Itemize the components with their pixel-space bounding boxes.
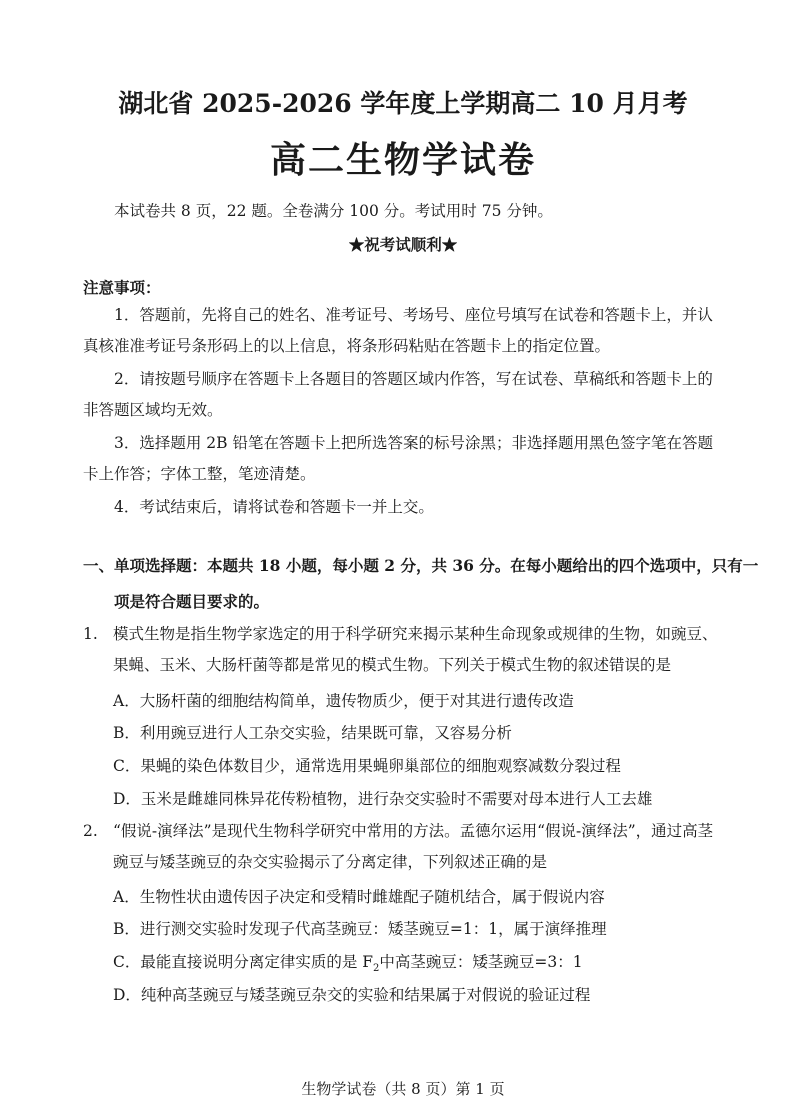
question-1-option-b: B．利用豌豆进行人工杂交实验，结果既可靠，又容易分析 [113, 724, 512, 742]
option-c-text: C．最能直接说明分离定律实质的是 F [113, 953, 374, 971]
option-c-subscript: 2 [373, 963, 380, 975]
instruction-item-2: 2．请按题号顺序在答题卡上各题目的答题区域内作答，写在试卷、草稿纸和答题卡上的非答题区域均无效。 [83, 370, 713, 419]
question-2-option-b: B．进行测交实验时发现子代高茎豌豆：矮茎豌豆=1：1，属于演绎推理 [113, 920, 607, 938]
instruction-item-1: 1．答题前，先将自己的姓名、准考证号、考场号、座位号填写在试卷和答题卡上，并认真核准准考证号条形码上的以上信息，将条形码粘贴在答题卡上的指定位置。 [83, 306, 713, 355]
question-number: 1. [83, 625, 98, 643]
section-title-line1: 一、单项选择题：本题共 18 小题，每小题 2 分，共 36 分。在每小题给出的四个选项中，只有一 [83, 556, 759, 575]
blessing: ★祝考试顺利★ [348, 235, 458, 254]
question-1 [83, 619, 723, 681]
question-1-option-d: D．玉米是雌雄同株异花传粉植物，进行杂交实验时不需要对母本进行人工去雄 [113, 790, 653, 808]
page-footer: 生物学试卷（共 8 页）第 1 页 [301, 1080, 505, 1098]
exam-title: 湖北省 2025-2026 学年度上学期高二 10 月月考 [118, 89, 688, 118]
question-2-option-a: A．生物性状由遗传因子决定和受精时雌雄配子随机结合，属于假说内容 [113, 888, 605, 906]
question-2 [83, 816, 723, 878]
instruction-item-3: 3．选择题用 2B 铅笔在答题卡上把所选答案的标号涂黑；非选择题用黑色签字笔在答题卡上作答；字体工整，笔迹清楚。 [83, 434, 713, 483]
question-stem: “假说-演绎法”是现代生物科学研究中常用的方法。孟德尔运用“假说-演绎法”，通过高茎豌豆与矮茎豌豆的杂交实验揭示了分离定律，下列叙述正确的是 [113, 822, 714, 871]
section-title-line2: 项是符合题目要求的。 [114, 592, 270, 611]
question-2-option-d: D．纯种高茎豌豆与矮茎豌豆杂交的实验和结果属于对假说的验证过程 [113, 986, 591, 1004]
paper-title: 高二生物学试卷 [269, 139, 536, 181]
question-number: 2. [83, 822, 98, 840]
question-1-option-a: A．大肠杆菌的细胞结构简单，遗传物质少，便于对其进行遗传改造 [113, 692, 574, 710]
question-stem: 模式生物是指生物学家选定的用于科学研究来揭示某种生命现象或规律的生物，如豌豆、果蝇、玉米、大肠杆菌等都是常见的模式生物。下列关于模式生物的叙述错误的是 [113, 625, 718, 674]
exam-info: 本试卷共 8 页，22 题。全卷满分 100 分。考试用时 75 分钟。 [114, 202, 553, 220]
question-1-option-c: C．果蝇的染色体数目少，通常选用果蝇卵巢部位的细胞观察减数分裂过程 [113, 757, 621, 775]
question-2-option-c [113, 950, 583, 974]
instructions-heading: 注意事项： [83, 278, 161, 297]
instruction-item-4: 4．考试结束后，请将试卷和答题卡一并上交。 [114, 498, 434, 516]
option-c-tail: 中高茎豌豆：矮茎豌豆=3：1 [379, 953, 583, 971]
